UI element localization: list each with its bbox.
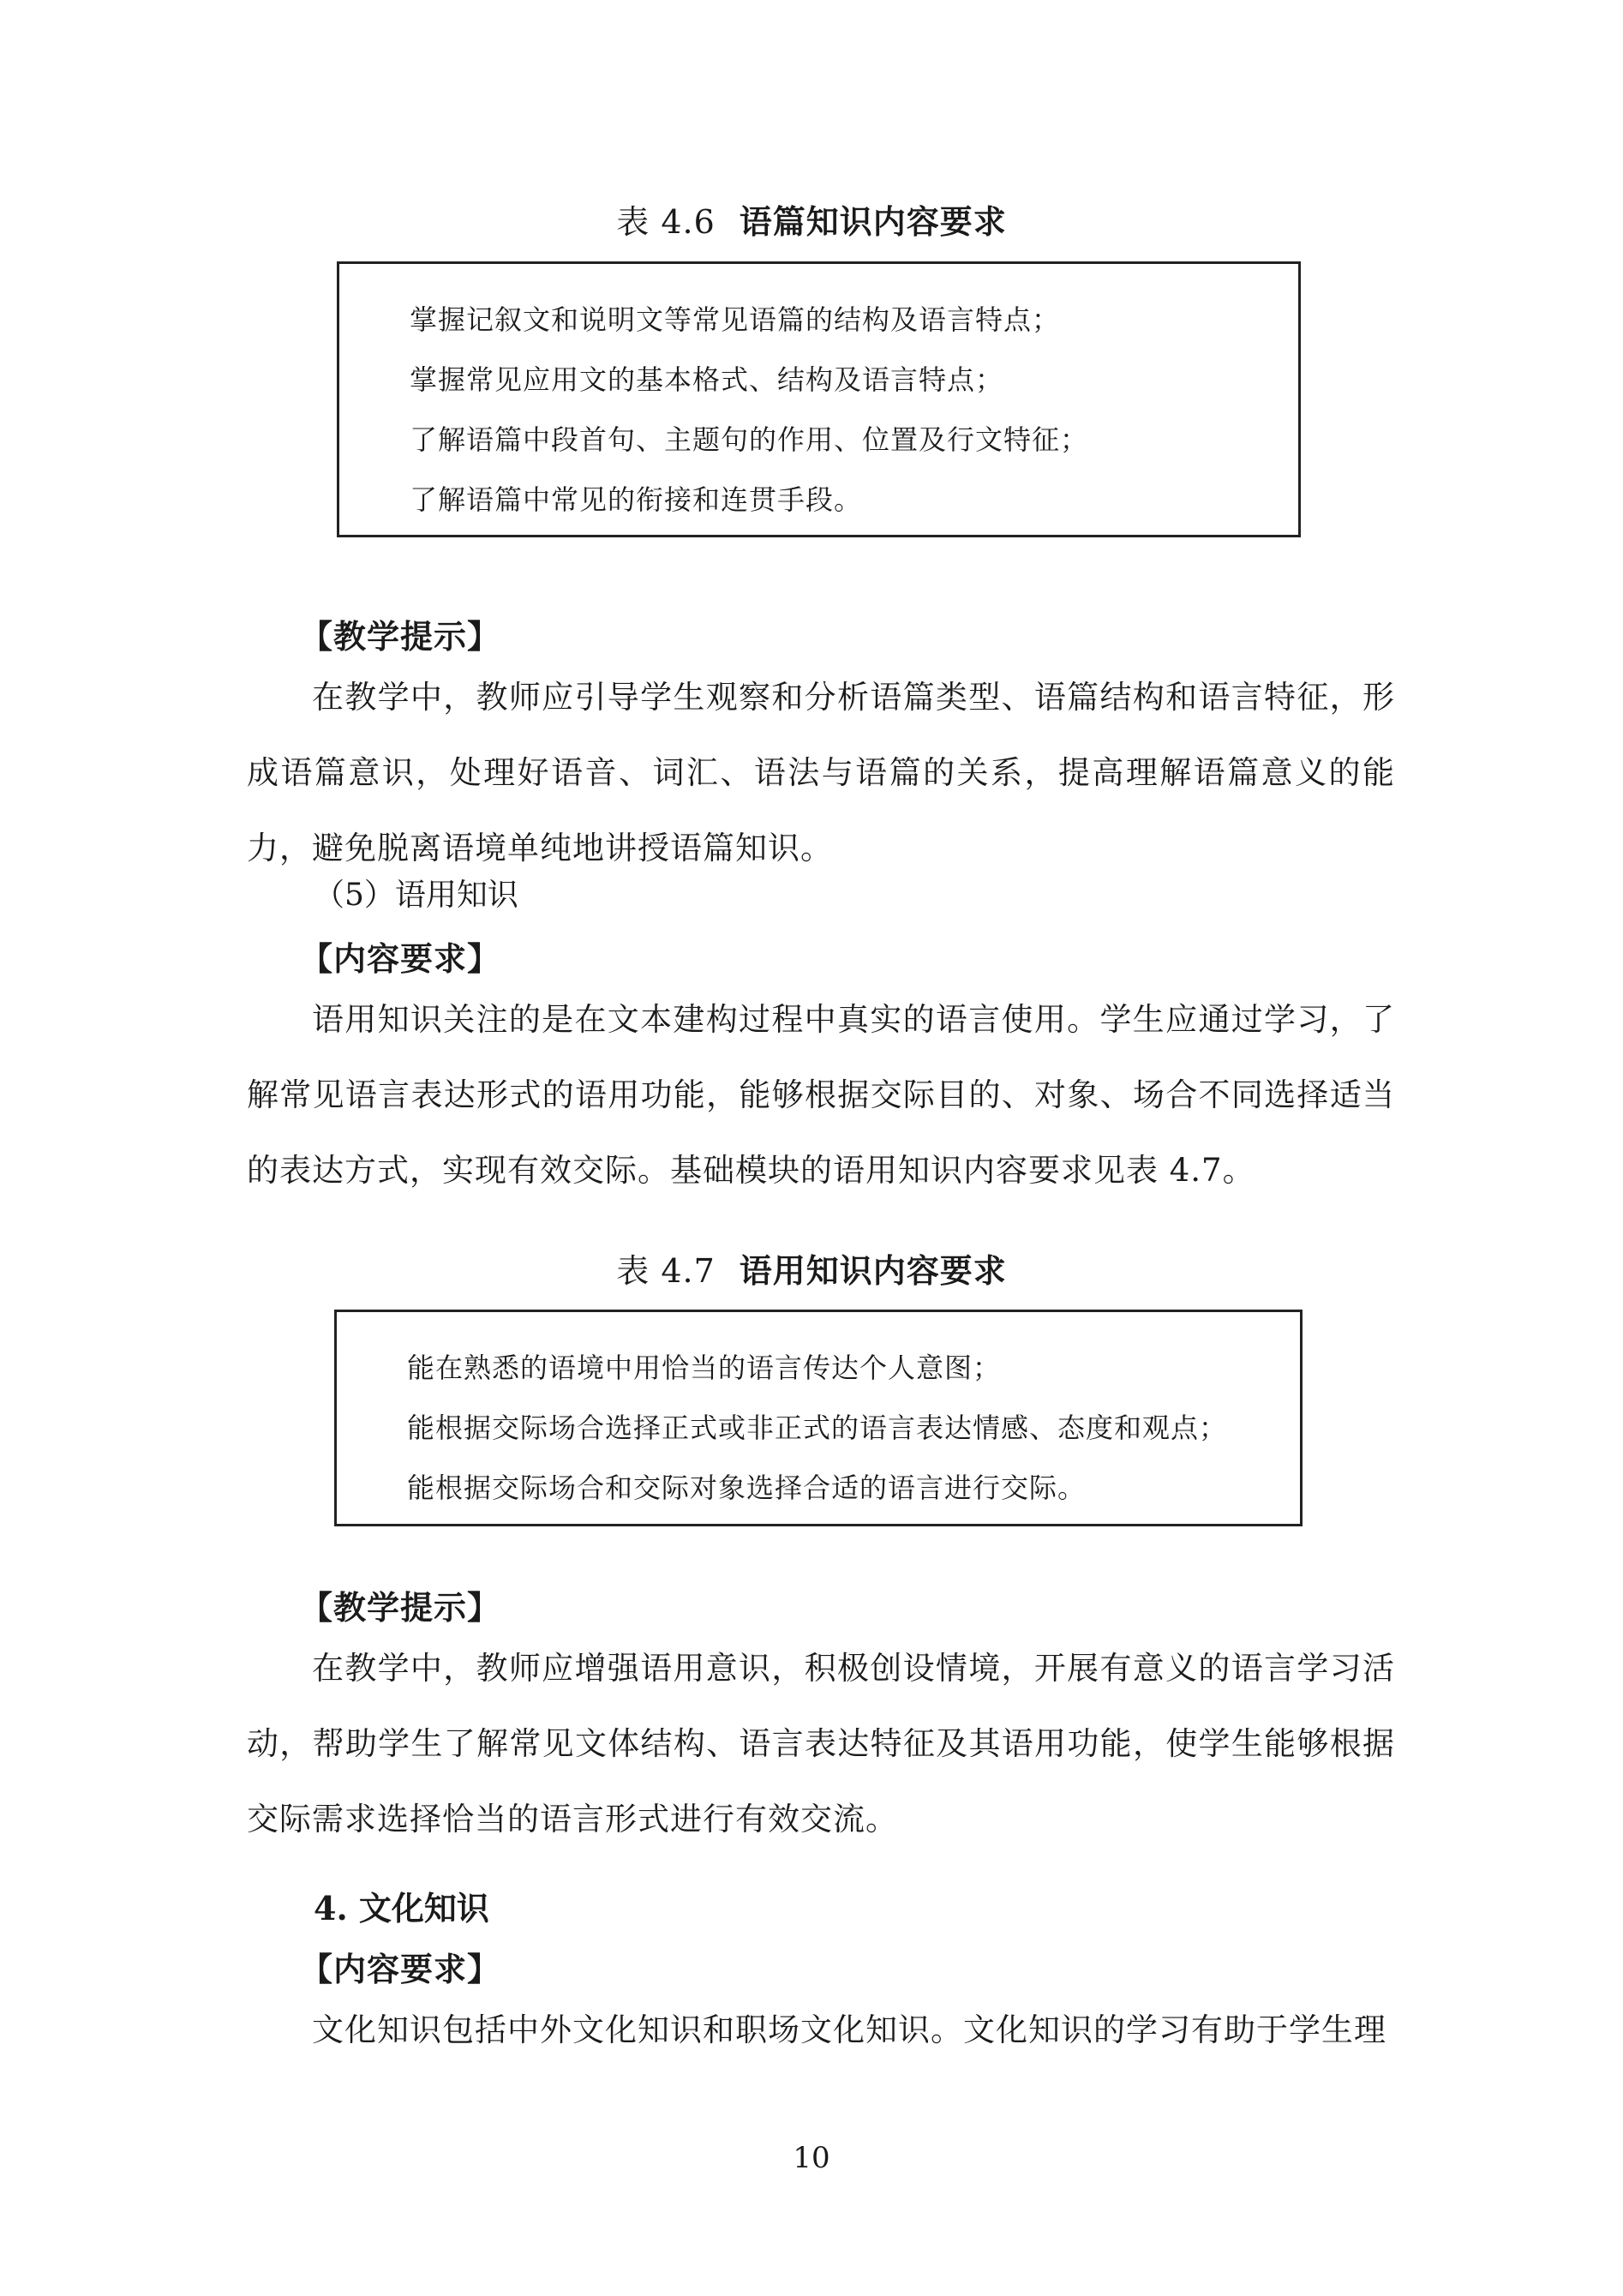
table-4-7-caption — [0, 1244, 1623, 1292]
content-requirement-heading: 【内容要求】 — [300, 939, 501, 978]
table-4-7-box — [334, 1310, 1303, 1526]
teaching-tip-paragraph: 在教学中，教师应引导学生观察和分析语篇类型、语篇结构和语言特征，形成语篇意识，处理好语音、词汇、语法与语篇的关系，提高理解语篇意义的能力，避免脱离语境单纯地讲授语篇知识。 — [247, 679, 1395, 866]
table-4-6-item: 了解语篇中常见的衔接和连贯手段。 — [410, 483, 863, 516]
table-4-6-title: 语篇知识内容要求 — [739, 202, 1007, 241]
table-4-6-item: 了解语篇中段首句、主题句的作用、位置及行文特征； — [410, 423, 1089, 456]
teaching-tip-heading: 【教学提示】 — [300, 617, 501, 656]
content-requirement-paragraph: 语用知识关注的是在文本建构过程中真实的语言使用。学生应通过学习，了解常见语言表达形式的语用功能，能够根据交际目的、对象、场合不同选择适当的表达方式，实现有效交际。基础模块的语用知识内容要求见表 4.7。 — [247, 1001, 1395, 1189]
content-requirement-heading: 【内容要求】 — [300, 1950, 501, 1988]
teaching-tip-heading: 【教学提示】 — [300, 1588, 501, 1627]
page-number: 10 — [793, 2141, 830, 2175]
table-4-6-item: 掌握记叙文和说明文等常见语篇的结构及语言特点； — [410, 303, 1061, 336]
table-4-7-item: 能根据交际场合选择正式或非正式的语言表达情感、态度和观点； — [407, 1412, 1228, 1444]
table-4-7-title: 语用知识内容要求 — [739, 1251, 1007, 1290]
table-4-6-number: 表 4.6 — [616, 203, 716, 241]
table-4-7-item: 能在熟悉的语境中用恰当的语言传达个人意图； — [407, 1352, 1002, 1384]
table-4-6-item: 掌握常见应用文的基本格式、结构及语言特点； — [410, 363, 1004, 396]
content-requirement-paragraph: 文化知识包括中外文化知识和职场文化知识。文化知识的学习有助于学生理 — [312, 2011, 1386, 2048]
table-4-7-item: 能根据交际场合和交际对象选择合适的语言进行交际。 — [407, 1472, 1087, 1504]
teaching-tip-paragraph: 在教学中，教师应增强语用意识，积极创设情境，开展有意义的语言学习活动，帮助学生了解常见文体结构、语言表达特征及其语用功能，使学生能够根据交际需求选择恰当的语言形式进行有效交流。 — [247, 1650, 1395, 1837]
table-4-6-box — [337, 261, 1301, 537]
section-title: 4. 文化知识 — [314, 1889, 489, 1927]
table-4-7-number: 表 4.7 — [616, 1252, 716, 1290]
subsection-label: （5）语用知识 — [314, 878, 518, 913]
table-4-6-caption — [0, 195, 1623, 243]
